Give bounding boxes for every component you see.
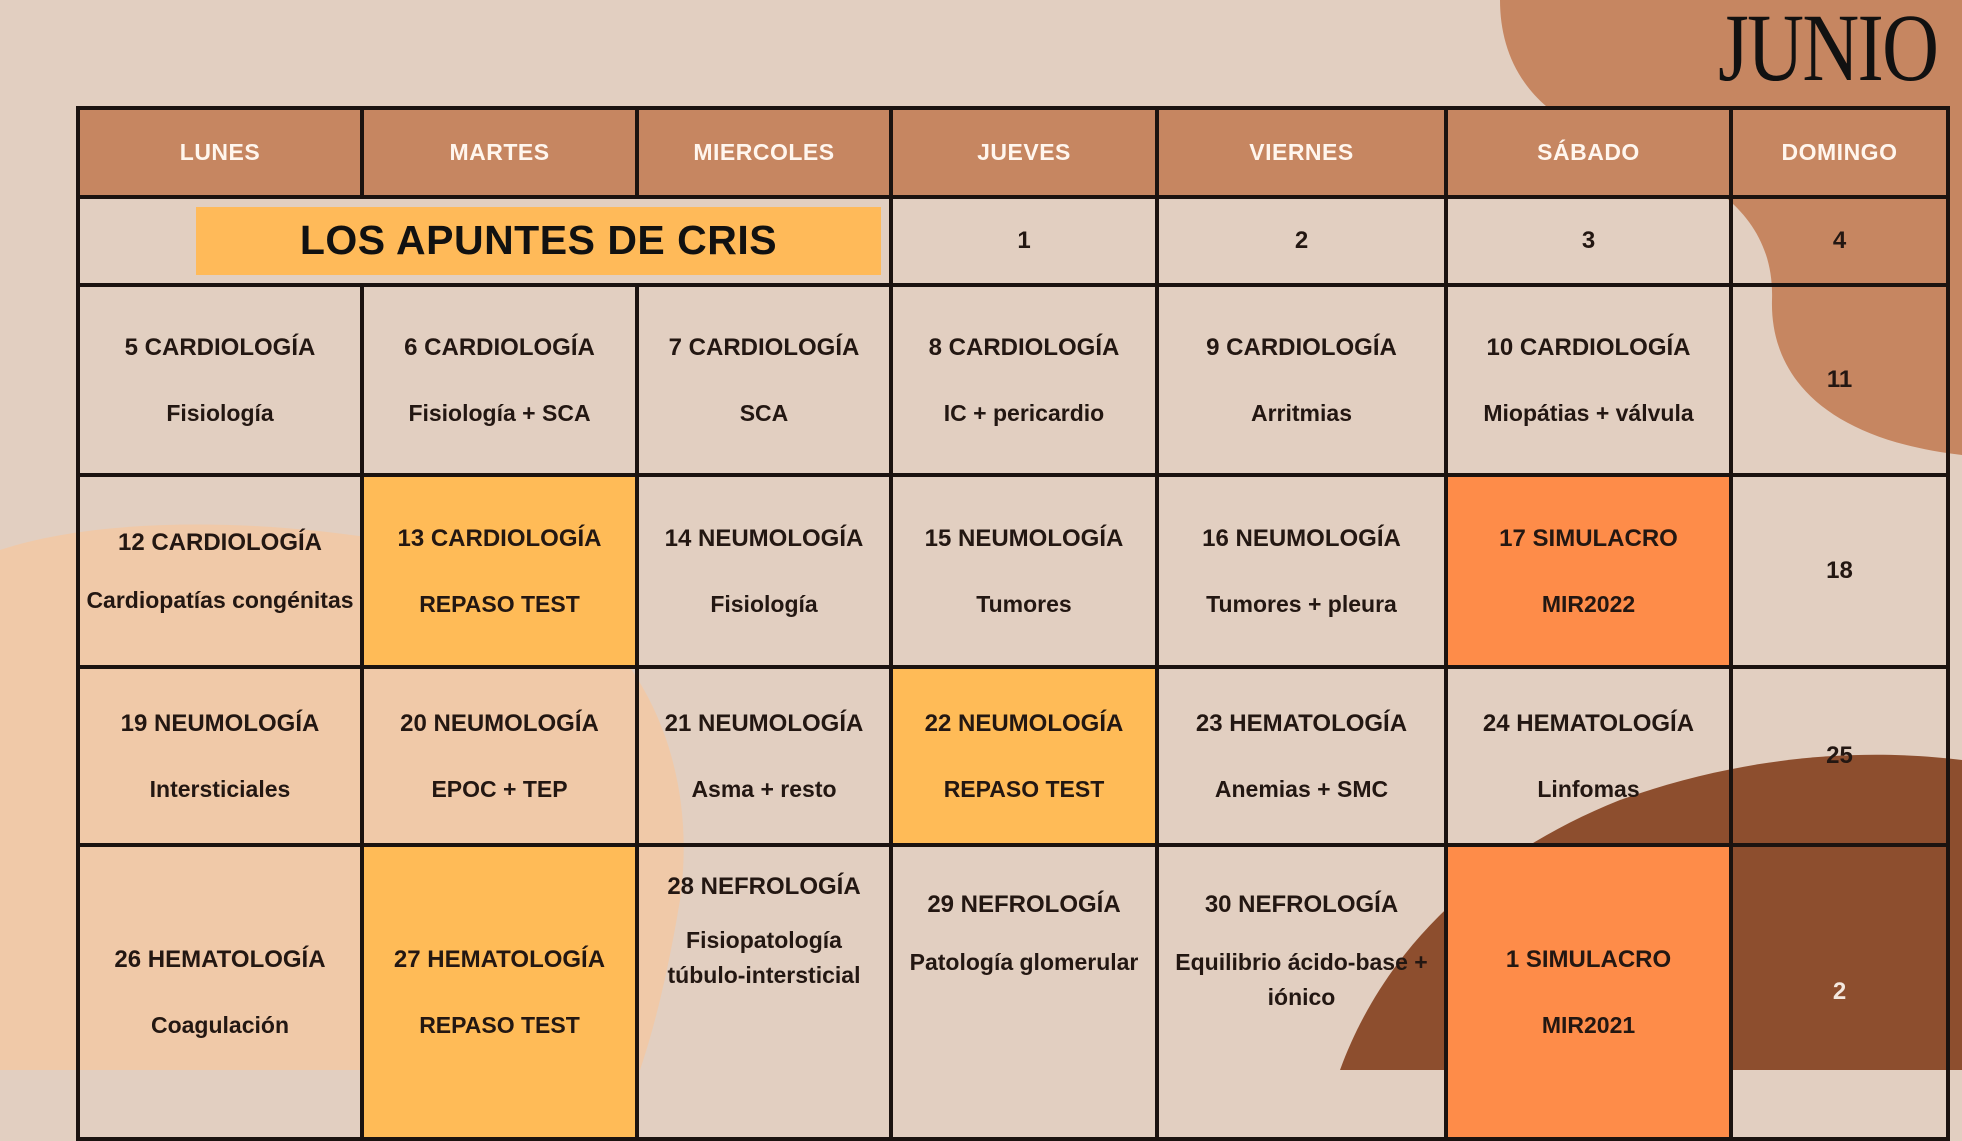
header-lunes: LUNES — [78, 108, 362, 197]
week-row-2 — [78, 285, 1948, 475]
day-cell-highlight — [362, 475, 637, 667]
week-row-3 — [78, 475, 1948, 667]
day-cell-highlight — [891, 667, 1157, 845]
header-miercoles: MIERCOLES — [637, 108, 891, 197]
day-cell-highlight — [362, 845, 637, 1139]
day-topic: REPASO TEST — [419, 1011, 580, 1038]
day-cell: 2 — [1157, 197, 1446, 285]
day-title: 1 SIMULACRO — [1505, 945, 1672, 973]
day-topic: Tumores — [976, 590, 1072, 617]
day-title: 13 CARDIOLOGÍA — [397, 524, 602, 552]
day-cell: 3 — [1446, 197, 1731, 285]
day-cell — [1446, 667, 1731, 845]
day-title: 22 NEUMOLOGÍA — [924, 709, 1124, 737]
day-cell — [637, 845, 891, 1139]
day-title: 10 CARDIOLOGÍA — [1486, 333, 1691, 361]
day-topic: Fisiología — [710, 590, 818, 617]
day-cell — [891, 475, 1157, 667]
day-cell: 1 — [891, 197, 1157, 285]
day-topic: SCA — [739, 399, 789, 426]
day-title: 23 HEMATOLOGÍA — [1195, 709, 1408, 737]
day-title: 14 NEUMOLOGÍA — [664, 524, 864, 552]
day-title: 6 CARDIOLOGÍA — [404, 333, 595, 361]
day-title: 8 CARDIOLOGÍA — [928, 333, 1120, 361]
day-topic: Fisiología + SCA — [408, 399, 591, 426]
day-title: 24 HEMATOLOGÍA — [1482, 709, 1695, 737]
header-jueves: JUEVES — [891, 108, 1157, 197]
day-title: 20 NEUMOLOGÍA — [400, 709, 599, 737]
day-cell — [637, 285, 891, 475]
header-domingo: DOMINGO — [1731, 108, 1948, 197]
day-cell: 11 — [1731, 285, 1948, 475]
day-cell — [362, 667, 637, 845]
day-title: 27 HEMATOLOGÍA — [393, 945, 606, 973]
day-topic: Fisiología — [166, 399, 274, 426]
day-title: 19 NEUMOLOGÍA — [120, 709, 320, 737]
header-viernes: VIERNES — [1157, 108, 1446, 197]
banner-cell — [78, 197, 891, 285]
day-title: 7 CARDIOLOGÍA — [668, 333, 860, 361]
calendar-table — [76, 106, 1950, 1141]
day-title: 21 NEUMOLOGÍA — [664, 709, 864, 737]
day-title: 29 NEFROLOGÍA — [927, 891, 1121, 918]
day-cell — [78, 845, 362, 1139]
day-cell-simulacro — [1446, 845, 1731, 1139]
day-title: 9 CARDIOLOGÍA — [1206, 333, 1397, 361]
day-title: 17 SIMULACRO — [1499, 524, 1678, 552]
day-cell — [891, 285, 1157, 475]
day-cell — [637, 475, 891, 667]
day-cell — [1157, 667, 1446, 845]
day-cell — [891, 845, 1157, 1139]
day-topic: EPOC + TEP — [431, 775, 568, 802]
day-title: 28 NEFROLOGÍA — [667, 873, 861, 900]
banner: LOS APUNTES DE CRIS — [196, 207, 881, 275]
day-cell-simulacro — [1446, 475, 1731, 667]
day-title: 15 NEUMOLOGÍA — [924, 524, 1124, 552]
day-cell: 25 — [1731, 667, 1948, 845]
day-topic: Tumores + pleura — [1206, 590, 1397, 617]
day-topic: MIR2022 — [1541, 590, 1636, 617]
day-cell — [78, 667, 362, 845]
day-cell — [78, 475, 362, 667]
day-cell — [1157, 845, 1446, 1139]
header-martes: MARTES — [362, 108, 637, 197]
day-topic: REPASO TEST — [419, 590, 580, 617]
day-topic: Fisiopatología túbulo-intersticial — [667, 927, 861, 988]
header-sabado: SÁBADO — [1446, 108, 1731, 197]
day-title: 30 NEFROLOGÍA — [1204, 891, 1399, 918]
day-cell: 18 — [1731, 475, 1948, 667]
day-title: 26 HEMATOLOGÍA — [114, 945, 326, 973]
day-topic: IC + pericardio — [943, 399, 1105, 426]
day-cell — [1157, 285, 1446, 475]
day-topic: Coagulación — [150, 1011, 289, 1038]
day-topic: Anemias + SMC — [1214, 775, 1389, 802]
day-cell — [1157, 475, 1446, 667]
week-row-4 — [78, 667, 1948, 845]
day-topic: Asma + resto — [691, 775, 837, 802]
day-title: 5 CARDIOLOGÍA — [124, 333, 316, 361]
day-topic: Miopátias + válvula — [1483, 399, 1694, 426]
day-topic: Linfomas — [1537, 775, 1640, 802]
day-title: 12 CARDIOLOGÍA — [117, 528, 323, 556]
day-topic: Patología glomerular — [909, 949, 1139, 975]
day-cell — [362, 285, 637, 475]
week-row-1 — [78, 197, 1948, 285]
day-cell — [78, 285, 362, 475]
day-cell: 4 — [1731, 197, 1948, 285]
week-row-5 — [78, 845, 1948, 1139]
day-topic: REPASO TEST — [943, 775, 1105, 802]
weekday-header-row — [78, 108, 1948, 197]
day-topic: MIR2021 — [1541, 1011, 1636, 1038]
day-topic: Intersticiales — [149, 775, 291, 802]
day-cell: 2 — [1731, 845, 1948, 1139]
day-title: 16 NEUMOLOGÍA — [1202, 524, 1401, 552]
month-title: JUNIO — [1717, 0, 1937, 101]
day-topic: Cardiopatías congénitas — [86, 586, 354, 613]
day-topic: Arritmias — [1251, 399, 1352, 426]
day-cell — [1446, 285, 1731, 475]
day-topic: Equilibrio ácido-base + iónico — [1175, 949, 1428, 1010]
day-cell — [637, 667, 891, 845]
